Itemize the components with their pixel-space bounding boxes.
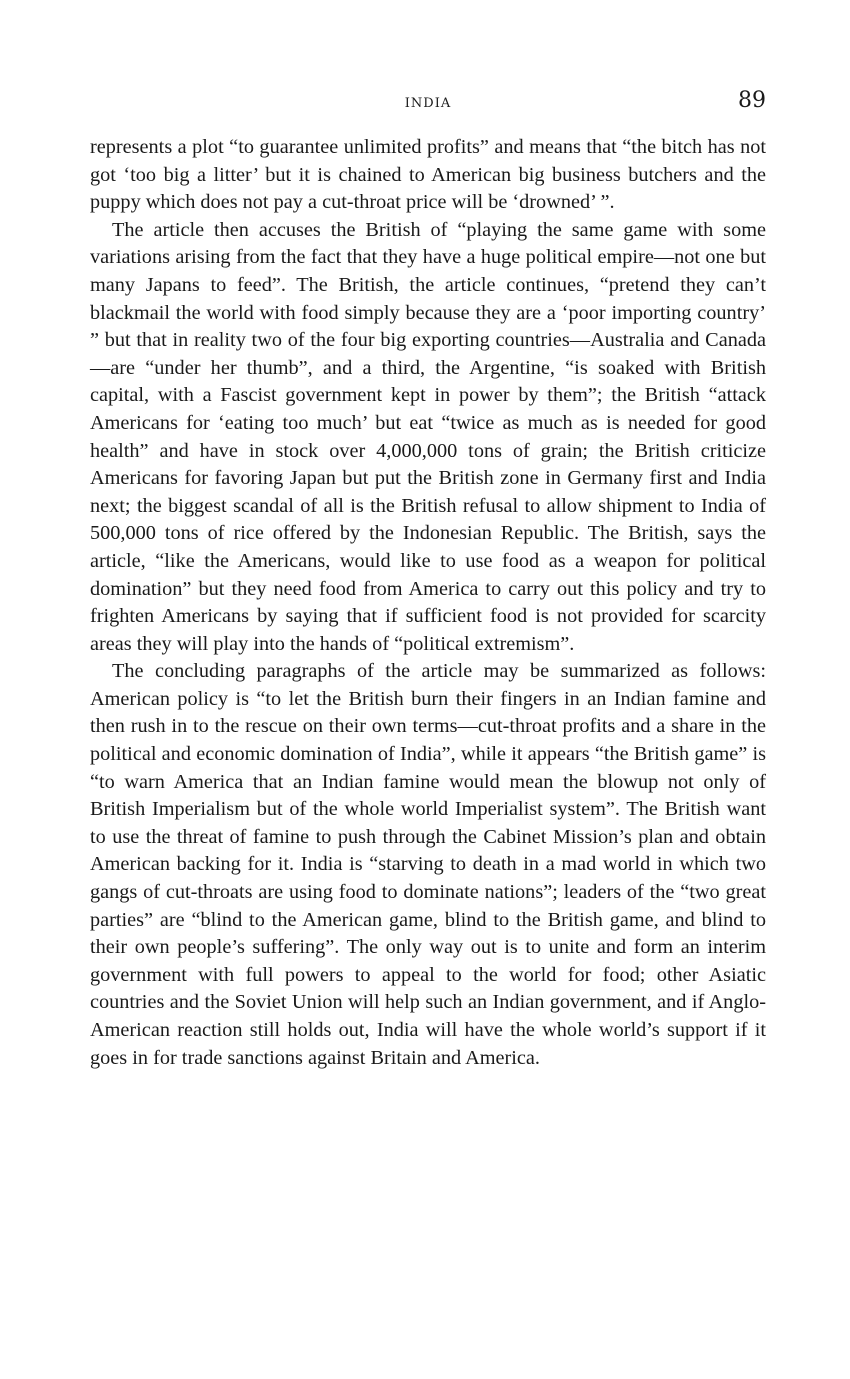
running-title: INDIA bbox=[404, 96, 452, 111]
paragraph-concluding-summary: The concluding paragraphs of the article may be summarized as follows: American policy is “to let the British burn their fingers in an Indian famine and then rush in to the rescue on their own terms—cut-throat profits and a share in the political and economic domination of India”, while it appears “the British game” is “to warn America that an Indian famine would mean the blowup not only of British Imperialism but of the whole world Imperialist system”. The British want to use the threat of famine to push through the Cabinet Mission’s plan and obtain American backing for it. India is “starving to death in a mad world in which two gangs of cut-throats are using food to dominate nations”; leaders of the “two great parties” are “blind to the American game, blind to the British game, and blind to their own people’s suffering”. The only way out is to unite and form an interim government with full powers to appeal to the world for food; other Asiatic countries and the Soviet Union will help such an Indian government, and if Anglo-American reaction still holds out, India will have the whole world’s support if it goes in for trade sanctions against Britain and America. bbox=[90, 660, 766, 1069]
running-head bbox=[90, 88, 766, 118]
page-number: 89 bbox=[738, 88, 766, 113]
body-text bbox=[90, 134, 766, 1072]
paragraph-british-accusation: The article then accuses the British of “playing the same game with some variations arising from the fact that they have a huge political empire—not one but many Japans to feed”. The British, the article continues, “pretend they can’t blackmail the world with food simply because they are a ‘poor importing country’ ” but that in reality two of the four big exporting countries—Australia and Canada—are “under her thumb”, and a third, the Argentine, “is soaked with British capital, with a Fascist government kept in power by them”; the British “attack Americans for ‘eating too much’ but eat “twice as much as is needed for good health” and have in stock over 4,000,000 tons of grain; the British criticize Americans for favoring Japan but put the British zone in Germany first and India next; the biggest scandal of all is the British refusal to allow shipment to India of 500,000 tons of rice offered by the Indonesian Republic. The British, says the article, “like the Americans, would like to use food as a weapon for political domination” but they need food from America to carry out this policy and try to frighten Americans by saying that if sufficient food is not provided for scarcity areas they will play into the hands of “political extremism”. bbox=[90, 218, 766, 655]
paragraph-continued: represents a plot “to guarantee unlimited profits” and means that “the bitch has not got ‘too big a litter’ but it is chained to American big business butchers and the puppy which does not pay a cut-throat price will be ‘drowned’ ”. bbox=[90, 136, 766, 214]
